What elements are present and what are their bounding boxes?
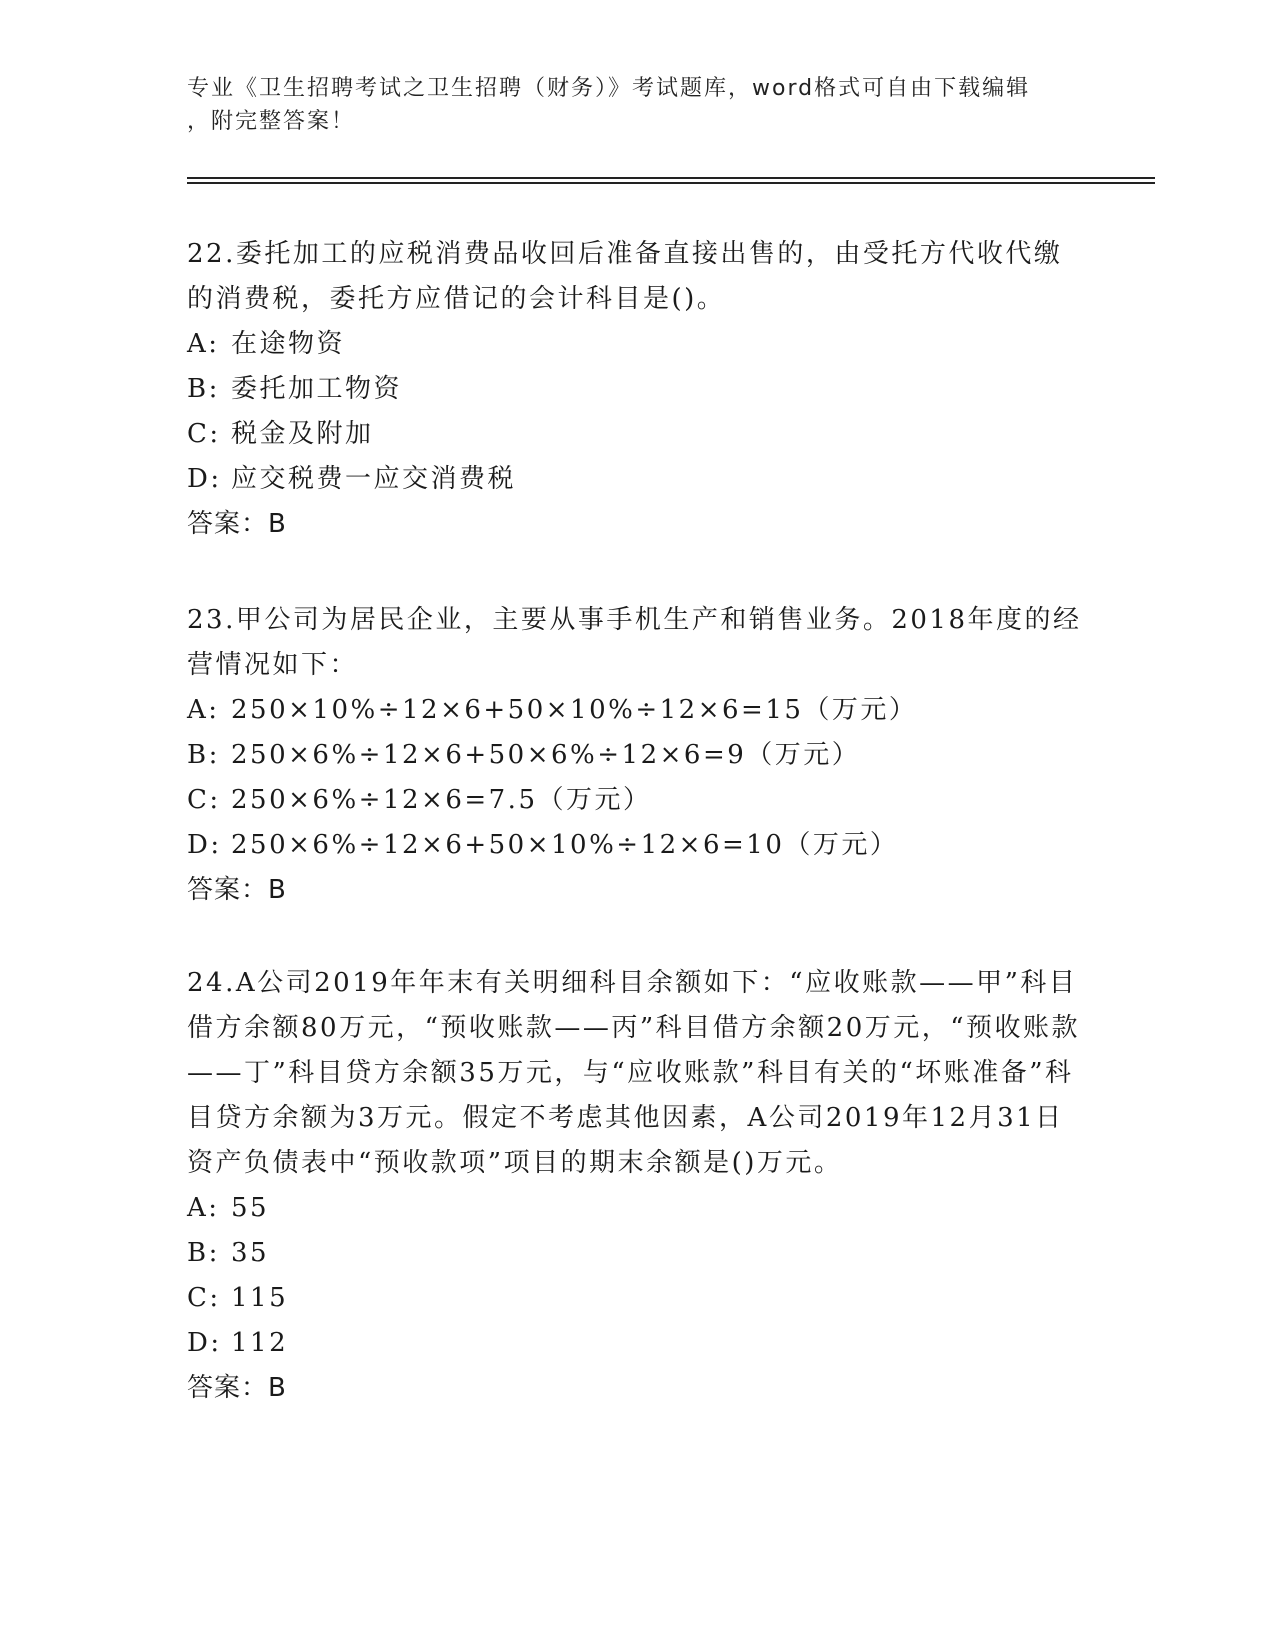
- option-key: D:: [187, 1328, 222, 1358]
- option-key: A:: [187, 329, 220, 359]
- option-text: 35: [231, 1238, 270, 1268]
- header-line-1: 专业《卫生招聘考试之卫生招聘（财务）》考试题库，word格式可自由下载编辑: [187, 76, 1031, 101]
- option-key: B:: [187, 374, 220, 404]
- header-divider-bottom: [187, 182, 1155, 184]
- option-key: C:: [187, 785, 221, 815]
- option-key: D:: [187, 464, 222, 494]
- question-23: [187, 598, 1087, 913]
- option-key: B:: [187, 1238, 220, 1268]
- option-key: B:: [187, 740, 220, 770]
- option-c: [187, 412, 1087, 457]
- question-stem: 24.A公司2019年年末有关明细科目余额如下：“应收账款——甲”科目借方余额80万元，“预收账款——丙”科目借方余额20万元，“预收账款——丁”科目贷方余额35万元，与“应收账款”科目有关的“坏账准备”科目贷方余额为3万元。假定不考虑其他因素，A公司2019年12月31日资产负债表中“预收款项”项目的期末余额是()万元。: [187, 968, 1081, 1178]
- option-text: 在途物资: [231, 329, 346, 359]
- option-text: 250×6%÷12×6=7.5（万元）: [231, 785, 652, 815]
- option-a: [187, 1186, 1087, 1231]
- option-key: D:: [187, 830, 222, 860]
- option-a: [187, 688, 1087, 733]
- question-stem: 22.委托加工的应税消费品收回后准备直接出售的，由受托方代收代缴的消费税，委托方应借记的会计科目是()。: [187, 239, 1063, 314]
- header-line-2: ，附完整答案！: [187, 109, 356, 134]
- option-text: 115: [231, 1283, 289, 1313]
- header-divider-top: [187, 177, 1155, 179]
- option-text: 税金及附加: [231, 419, 374, 449]
- option-b: [187, 1231, 1087, 1276]
- option-key: A:: [187, 695, 220, 725]
- document-header: [187, 72, 1087, 138]
- answer-line: 答案：B: [187, 875, 287, 905]
- option-d: [187, 457, 1087, 502]
- option-key: C:: [187, 419, 221, 449]
- option-c: [187, 778, 1087, 823]
- option-text: 250×6%÷12×6+50×10%÷12×6=10（万元）: [231, 830, 899, 860]
- option-text: 55: [231, 1193, 270, 1223]
- option-text: 250×6%÷12×6+50×6%÷12×6=9（万元）: [231, 740, 861, 770]
- option-b: [187, 733, 1087, 778]
- option-text: 250×10%÷12×6+50×10%÷12×6=15（万元）: [231, 695, 918, 725]
- option-c: [187, 1276, 1087, 1321]
- option-a: [187, 322, 1087, 367]
- question-22: [187, 232, 1087, 547]
- question-24: [187, 961, 1087, 1411]
- option-text: 委托加工物资: [231, 374, 403, 404]
- answer-line: 答案：B: [187, 1373, 287, 1403]
- option-text: 112: [231, 1328, 289, 1358]
- question-stem: 23.甲公司为居民企业，主要从事手机生产和销售业务。2018年度的经营情况如下：: [187, 605, 1082, 680]
- option-d: [187, 823, 1087, 868]
- option-d: [187, 1321, 1087, 1366]
- option-b: [187, 367, 1087, 412]
- option-text: 应交税费一应交消费税: [231, 464, 517, 494]
- answer-line: 答案：B: [187, 509, 287, 539]
- option-key: C:: [187, 1283, 221, 1313]
- option-key: A:: [187, 1193, 220, 1223]
